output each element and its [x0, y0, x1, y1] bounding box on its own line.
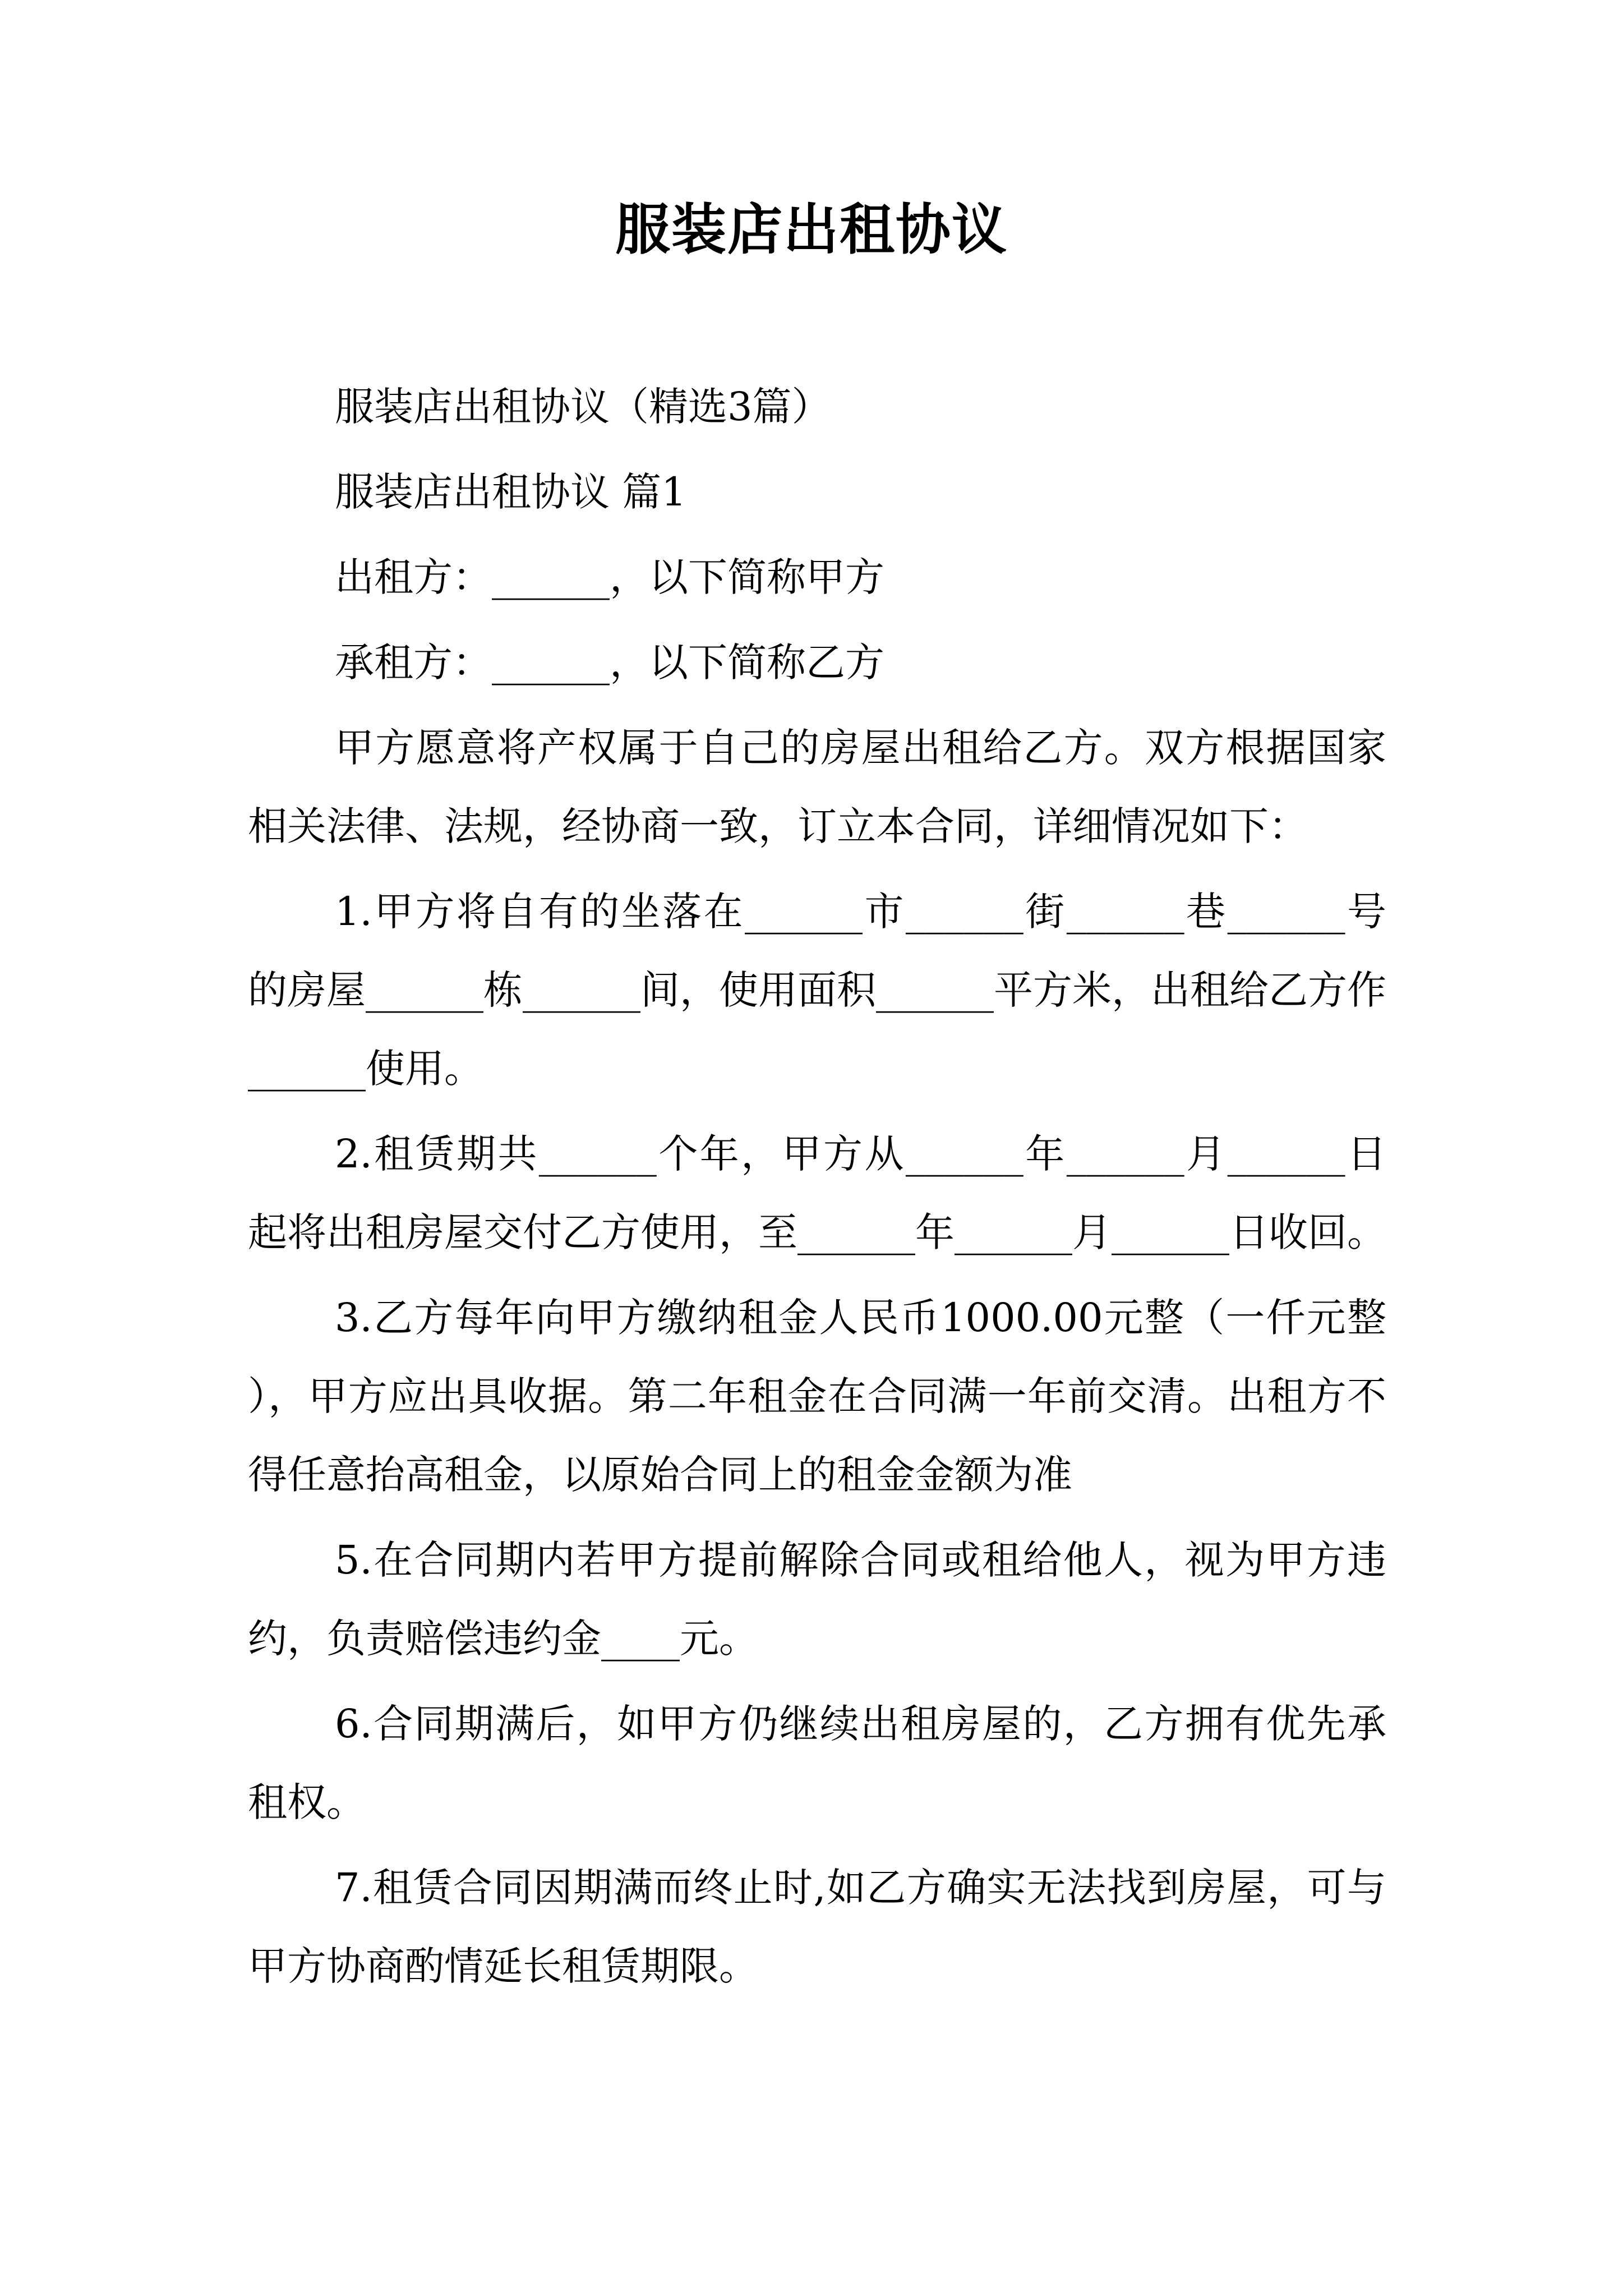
paragraph-clause-3: 3.乙方每年向甲方缴纳租金人民币1000.00元整（一仟元整 ），甲方应出具收据。第二年租金在合同满一年前交清。出租方不得任意抬高租金，以原始合同上的租金金额为准: [248, 1295, 1399, 1498]
paragraph-lessee: 承租方：______，以下简称乙方: [335, 639, 884, 685]
paragraph-clause-5: 5.在合同期内若甲方提前解除合同或租给他人，视为甲方违约，负责赔偿违约金____元。: [248, 1537, 1386, 1662]
paragraph-intro: 甲方愿意将产权属于自己的房屋出租给乙方。双方根据国家相关法律、法规，经协商一致，订立本合同，详细情况如下：: [248, 725, 1386, 849]
paragraph-clause-1: 1.甲方将自有的坐落在______市______街______巷______号的房屋______栋______间，使用面积______平方米，出租给乙方作______使用。: [248, 889, 1386, 1092]
document-body: [248, 367, 1399, 2005]
paragraph-subtitle: 服装店出租协议（精选3篇）: [335, 384, 831, 430]
paragraph-section-heading: 服装店出租协议 篇1: [335, 469, 686, 515]
paragraph-clause-6: 6.合同期满后，如甲方仍继续出租房屋的，乙方拥有优先承租权。: [248, 1701, 1386, 1825]
paragraph-clause-7: 7.租赁合同因期满而终止时,如乙方确实无法找到房屋，可与甲方协商酌情延长租赁期限。: [248, 1865, 1386, 1989]
paragraph-lessor: 出租方：______，以下简称甲方: [335, 554, 884, 600]
paragraph-clause-2: 2.租赁期共______个年，甲方从______年______月______日起将出租房屋交付乙方使用，至______年______月______日收回。: [248, 1131, 1386, 1255]
document-title: 服装店出租协议: [615, 197, 1008, 262]
